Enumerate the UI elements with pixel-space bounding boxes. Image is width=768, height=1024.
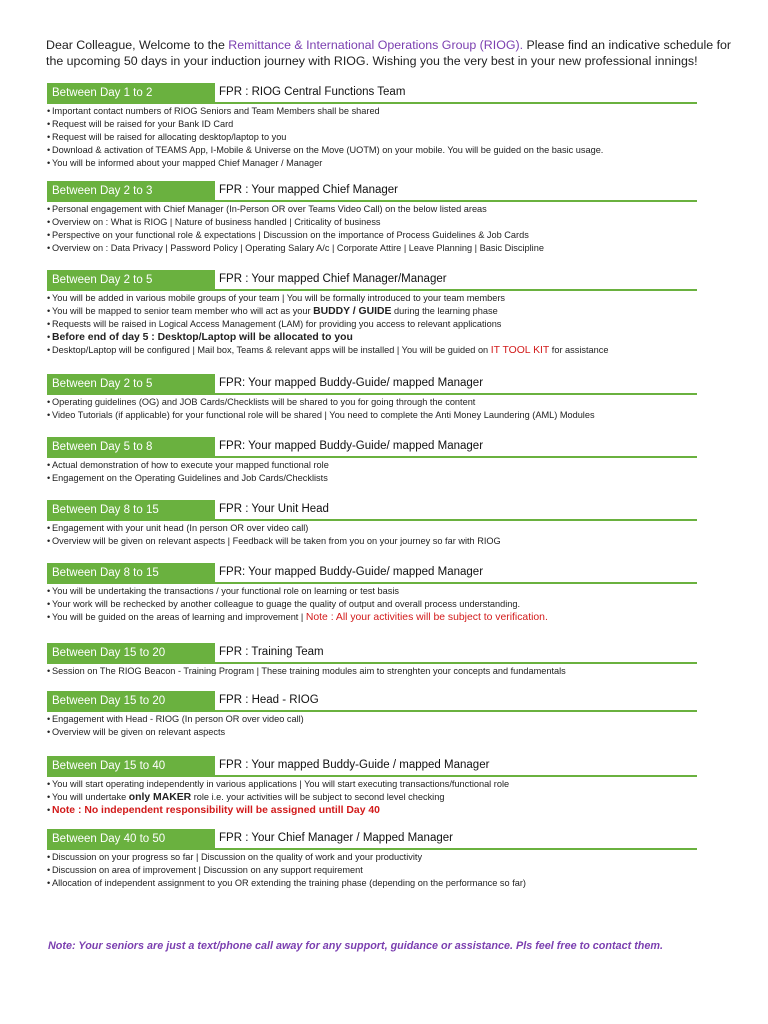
schedule-section [47,691,697,739]
list-item [47,203,697,216]
footer-note: Note: Your seniors are just a text/phone call away for any support, guidance or assistance. Pls feel free to contact them. [48,940,663,952]
list-item [47,665,697,678]
item-text: Important contact numbers of RIOG Seniors and Team Members shall be shared [52,106,380,116]
section-header [47,374,697,395]
schedule-section [47,374,697,422]
item-text: role i.e. your activities will be subject to second level checking [191,792,445,802]
day-range-badge: Between Day 15 to 20 [47,691,215,712]
item-text: Your work will be rechecked by another colleague to guage the quality of output and overall process understanding. [52,599,521,609]
item-text: for assistance [549,345,609,355]
list-item [47,157,697,170]
bullet-icon: • [47,293,51,303]
item-list [47,778,697,817]
list-item [47,242,697,255]
item-text: Requests will be raised in Logical Access Management (LAM) for providing you access to relevant applications [52,319,502,329]
bullet-icon: • [47,792,51,802]
list-item [47,472,697,485]
bullet-icon: • [47,217,51,227]
section-header [47,563,697,584]
header-rule [215,519,697,521]
list-item [47,877,697,890]
bullet-icon: • [47,397,51,407]
bullet-icon: • [47,666,51,676]
section-header [47,829,697,850]
section-header [47,437,697,458]
item-list [47,105,697,170]
item-text: Overview will be given on relevant aspects | Feedback will be taken from you on your journey so far with RIOG [52,536,501,546]
fpr-label: FPR : Your Unit Head [219,503,329,515]
bullet-icon: • [47,158,51,168]
bullet-icon: • [47,599,51,609]
item-text-red: Note : All your activities will be subject to verification. [305,612,548,623]
fpr-label: FPR: Your mapped Buddy-Guide/ mapped Manager [219,566,484,578]
day-range-badge: Between Day 5 to 8 [47,437,215,458]
item-text: Discussion on area of improvement | Discussion on any support requirement [52,865,363,875]
item-text: Session on The RIOG Beacon - Training Program | These training modules aim to strenghten your concepts and fundamentals [52,666,566,676]
list-item [47,318,697,331]
fpr-label: FPR : Your mapped Buddy-Guide / mapped Manager [219,759,490,771]
bullet-icon: • [47,779,51,789]
item-text-em: only MAKER [128,792,192,803]
bullet-icon: • [47,805,51,815]
item-text-rednote: Note : No independent responsibility will be assigned untill Day 40 [52,805,380,816]
schedule-section [47,829,697,890]
fpr-label: FPR: Your mapped Buddy-Guide/ mapped Manager [219,377,484,389]
item-text: Engagement on the Operating Guidelines and Job Cards/Checklists [52,473,328,483]
item-text-em: BUDDY / GUIDE [313,306,392,317]
bullet-icon: • [47,119,51,129]
bullet-icon: • [47,319,51,329]
schedule-section [47,500,697,548]
day-range-badge: Between Day 15 to 40 [47,756,215,777]
day-range-badge: Between Day 8 to 15 [47,500,215,521]
item-text: Overview on : Data Privacy | Password Policy | Operating Salary A/c | Corporate Attire | Leave Planning | Basic Discipline [52,243,544,253]
schedule-section [47,563,697,624]
bullet-icon: • [47,145,51,155]
list-item [47,409,697,422]
bullet-icon: • [47,106,51,116]
day-range-badge: Between Day 2 to 3 [47,181,215,202]
schedule-section [47,83,697,170]
schedule-section [47,756,697,817]
list-item [47,535,697,548]
section-header [47,691,697,712]
list-item [47,396,697,409]
bullet-icon: • [47,306,51,316]
list-item [47,804,697,817]
item-text: You will be undertaking the transactions / your functional role on learning or test basis [52,586,399,596]
header-rule [215,102,697,104]
day-range-badge: Between Day 8 to 15 [47,563,215,584]
bullet-icon: • [47,612,51,622]
bullet-icon: • [47,332,51,342]
header-rule [215,393,697,395]
intro-paragraph [46,37,746,69]
section-header [47,500,697,521]
list-item [47,144,697,157]
list-item [47,331,697,344]
intro-suffix: Please find an indicative schedule for the upcoming 50 days in your induction journey with RIOG. Wishing you the very best in your new professional innings! [46,38,732,68]
item-text: You will undertake [52,792,129,802]
bullet-icon: • [47,204,51,214]
item-text: You will be added in various mobile groups of your team | You will be formally introduced to your team members [52,293,505,303]
list-item [47,611,697,624]
item-text: Operating guidelines (OG) and JOB Cards/Checklists will be shared to you for going through the content [52,397,476,407]
section-header [47,270,697,291]
item-list [47,713,697,739]
day-range-badge: Between Day 15 to 20 [47,643,215,664]
item-list [47,665,697,678]
item-text: Request will be raised for allocating desktop/laptop to you [52,132,287,142]
item-list [47,522,697,548]
list-item [47,459,697,472]
list-item [47,305,697,318]
header-rule [215,775,697,777]
list-item [47,778,697,791]
item-text: Personal engagement with Chief Manager (In-Person OR over Teams Video Call) on the below listed areas [52,204,487,214]
item-text: You will be mapped to senior team member who will act as your [52,306,314,316]
item-text: Video Tutorials (if applicable) for your functional role will be shared | You need to complete the Anti Money Laundering (AML) Modules [52,410,595,420]
list-item [47,118,697,131]
item-text: You will be guided on the areas of learning and improvement | [52,612,306,622]
org-name: Remittance & International Operations Group (RIOG). [228,38,524,52]
list-item [47,216,697,229]
list-item [47,292,697,305]
list-item [47,105,697,118]
list-item [47,851,697,864]
item-list [47,396,697,422]
item-text-red: IT TOOL KIT [490,345,550,356]
bullet-icon: • [47,132,51,142]
bullet-icon: • [47,727,51,737]
list-item [47,522,697,535]
schedule-section [47,181,697,255]
list-item [47,585,697,598]
fpr-label: FPR : Training Team [219,646,324,658]
day-range-badge: Between Day 40 to 50 [47,829,215,850]
item-text: Download & activation of TEAMS App, I-Mobile & Universe on the Move (UOTM) on your mobile. You will be guided on the basic usage. [52,145,604,155]
day-range-badge: Between Day 2 to 5 [47,374,215,395]
item-text: Overview on : What is RIOG | Nature of business handled | Criticality of business [52,217,381,227]
fpr-label: FPR : RIOG Central Functions Team [219,86,406,98]
section-header [47,83,697,104]
bullet-icon: • [47,586,51,596]
list-item [47,791,697,804]
item-list [47,585,697,624]
item-text: Engagement with Head - RIOG (In person OR over video call) [52,714,304,724]
item-text: You will start operating independently in various applications | You will start executing transactions/functional role [52,779,510,789]
item-text: Perspective on your functional role & expectations | Discussion on the importance of Process Guidelines & Job Cards [52,230,529,240]
item-text: Engagement with your unit head (In person OR over video call) [52,523,309,533]
list-item [47,864,697,877]
fpr-label: FPR : Your Chief Manager / Mapped Manager [219,832,453,844]
header-rule [215,200,697,202]
list-item [47,726,697,739]
header-rule [215,289,697,291]
fpr-label: FPR : Head - RIOG [219,694,319,706]
item-text: Allocation of independent assignment to you OR extending the training phase (depending on the performance so far) [52,878,526,888]
list-item [47,598,697,611]
item-text: Request will be raised for your Bank ID Card [52,119,234,129]
item-list [47,292,697,357]
bullet-icon: • [47,410,51,420]
schedule-section [47,643,697,678]
schedule-section [47,270,697,357]
item-list [47,459,697,485]
section-header [47,181,697,202]
bullet-icon: • [47,243,51,253]
item-text: during the learning phase [391,306,498,316]
list-item [47,229,697,242]
schedule-section [47,437,697,485]
day-range-badge: Between Day 1 to 2 [47,83,215,104]
header-rule [215,710,697,712]
item-text: Overview will be given on relevant aspects [52,727,226,737]
bullet-icon: • [47,852,51,862]
item-text: Actual demonstration of how to execute your mapped functional role [52,460,329,470]
section-header [47,756,697,777]
list-item [47,713,697,726]
item-text: You will be informed about your mapped Chief Manager / Manager [52,158,323,168]
bullet-icon: • [47,460,51,470]
bullet-icon: • [47,230,51,240]
intro-prefix: Dear Colleague, Welcome to the [46,38,229,52]
item-text: Desktop/Laptop will be configured | Mail box, Teams & relevant apps will be installed | You will be guided on [52,345,491,355]
list-item [47,131,697,144]
bullet-icon: • [47,878,51,888]
fpr-label: FPR : Your mapped Chief Manager [219,184,398,196]
fpr-label: FPR: Your mapped Buddy-Guide/ mapped Manager [219,440,484,452]
item-text: Discussion on your progress so far | Discussion on the quality of work and your productivity [52,852,423,862]
bullet-icon: • [47,473,51,483]
item-list [47,203,697,255]
bullet-icon: • [47,536,51,546]
list-item [47,344,697,357]
bullet-icon: • [47,345,51,355]
section-header [47,643,697,664]
header-rule [215,662,697,664]
item-list [47,851,697,890]
bullet-icon: • [47,865,51,875]
day-range-badge: Between Day 2 to 5 [47,270,215,291]
bullet-icon: • [47,714,51,724]
bullet-icon: • [47,523,51,533]
header-rule [215,582,697,584]
fpr-label: FPR : Your mapped Chief Manager/Manager [219,273,447,285]
header-rule [215,848,697,850]
item-text-em: Before end of day 5 : Desktop/Laptop will be allocated to you [52,332,353,343]
header-rule [215,456,697,458]
